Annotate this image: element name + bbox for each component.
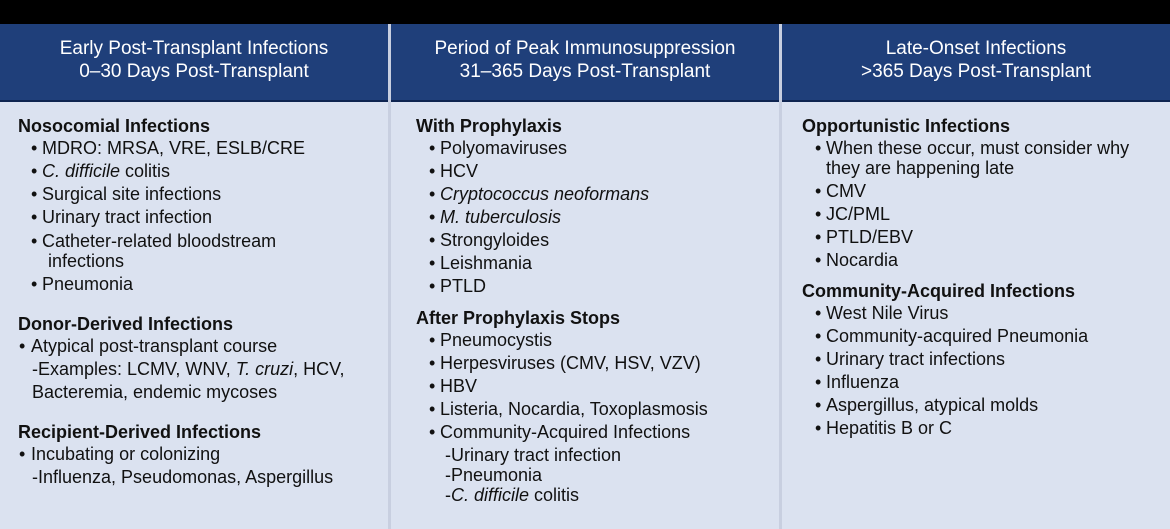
list-item: -Pneumonia: [445, 465, 543, 485]
list-item-italic: Cryptococcus neoformans: [440, 184, 650, 204]
list-item: [416, 206, 804, 229]
section-after-prophylaxis: [416, 307, 804, 505]
section-title: Donor-Derived Infections: [18, 314, 234, 334]
list-item: • CMV: [802, 180, 1170, 203]
header-title: Late-Onset Infections: [885, 38, 1067, 59]
list-item: • Community-Acquired Infections: [416, 421, 804, 444]
list-item-rest: , HCV,: [293, 359, 345, 379]
section-community-acquired: [802, 280, 1170, 440]
list-item: • PTLD: [416, 275, 804, 298]
section-title: Opportunistic Infections: [802, 116, 1011, 136]
list-item: • Aspergillus, atypical molds: [802, 394, 1170, 417]
column-peak: [391, 24, 779, 529]
list-item: • Incubating or colonizing: [18, 443, 406, 466]
column-body: [782, 100, 1170, 529]
list-item: • Pneumonia: [18, 273, 406, 296]
list-item: • West Nile Virus: [802, 302, 1170, 325]
list-item: • HBV: [416, 375, 804, 398]
column-late: [782, 24, 1170, 529]
top-black-bar: [0, 0, 1170, 24]
column-header: [391, 24, 779, 100]
column-header: [782, 24, 1170, 100]
list-item: -Urinary tract infection: [445, 445, 622, 465]
infection-timeline-table: [0, 24, 1170, 529]
list-item: • Urinary tract infection: [18, 206, 406, 229]
column-divider: [779, 24, 782, 529]
list-item: • Polyomaviruses: [416, 137, 804, 160]
list-item: • Community-acquired Pneumonia: [802, 325, 1170, 348]
section-title: Recipient-Derived Infections: [18, 422, 262, 442]
list-item: • Hepatitis B or C: [802, 417, 1170, 440]
list-item: • Atypical post-transplant course: [18, 335, 406, 358]
list-item-line: they are happening late: [826, 158, 1015, 178]
list-item: • Surgical site infections: [18, 183, 406, 206]
header-title: Period of Peak Immunosuppression: [434, 38, 736, 59]
list-item: • Leishmania: [416, 252, 804, 275]
list-item: [416, 485, 804, 505]
list-item: [416, 183, 804, 206]
list-item: [18, 358, 406, 381]
section-title: Nosocomial Infections: [18, 116, 211, 136]
column-body: [391, 100, 779, 529]
section-recipient-derived: [18, 421, 406, 489]
section-donor-derived: [18, 313, 406, 404]
header-subtitle: 31–365 Days Post-Transplant: [459, 61, 711, 82]
list-item: [802, 138, 1170, 178]
list-item-pre: -: [445, 485, 451, 505]
list-item: • Influenza: [802, 371, 1170, 394]
column-body: [0, 100, 388, 529]
section-opportunistic: [802, 115, 1170, 272]
column-divider: [388, 24, 391, 529]
list-item: • Nocardia: [802, 249, 1170, 272]
section-nosocomial: [18, 115, 406, 296]
list-item: • Urinary tract infections: [802, 348, 1170, 371]
column-header: [0, 24, 388, 100]
section-title: After Prophylaxis Stops: [416, 308, 621, 328]
column-early: [0, 24, 388, 529]
section-title: With Prophylaxis: [416, 116, 562, 136]
list-item: • Strongyloides: [416, 229, 804, 252]
header-subtitle: 0–30 Days Post-Transplant: [79, 61, 309, 82]
list-item: • Listeria, Nocardia, Toxoplasmosis: [416, 398, 804, 421]
list-item: • Pneumocystis: [416, 329, 804, 352]
list-item: • Herpesviruses (CMV, HSV, VZV): [416, 352, 804, 375]
section-with-prophylaxis: [416, 115, 804, 298]
list-item-rest: colitis: [120, 161, 171, 181]
list-item: • JC/PML: [802, 203, 1170, 226]
list-item: [18, 160, 406, 183]
list-item: • PTLD/EBV: [802, 226, 1170, 249]
list-item: • HCV: [416, 160, 804, 183]
list-item-line: • When these occur, must consider why: [826, 138, 1130, 158]
list-item: -Influenza, Pseudomonas, Aspergillus: [32, 467, 334, 487]
list-item: [18, 231, 406, 271]
list-item-italic: C. difficile: [451, 485, 530, 505]
list-item-italic: C. difficile: [42, 161, 121, 181]
list-item-line: infections: [48, 251, 125, 271]
section-title: Community-Acquired Infections: [802, 281, 1076, 301]
header-title: Early Post-Transplant Infections: [59, 38, 329, 59]
list-item-italic: M. tuberculosis: [440, 207, 562, 227]
header-subtitle: >365 Days Post-Transplant: [860, 61, 1092, 82]
list-item-line: • Catheter-related bloodstream: [42, 231, 277, 251]
list-item-rest: colitis: [529, 485, 580, 505]
list-item: • MDRO: MRSA, VRE, ESLB/CRE: [18, 137, 406, 160]
list-item-pre: -Examples: LCMV, WNV,: [32, 359, 236, 379]
list-item-italic: T. cruzi: [235, 359, 294, 379]
list-item: Bacteremia, endemic mycoses: [32, 382, 278, 402]
